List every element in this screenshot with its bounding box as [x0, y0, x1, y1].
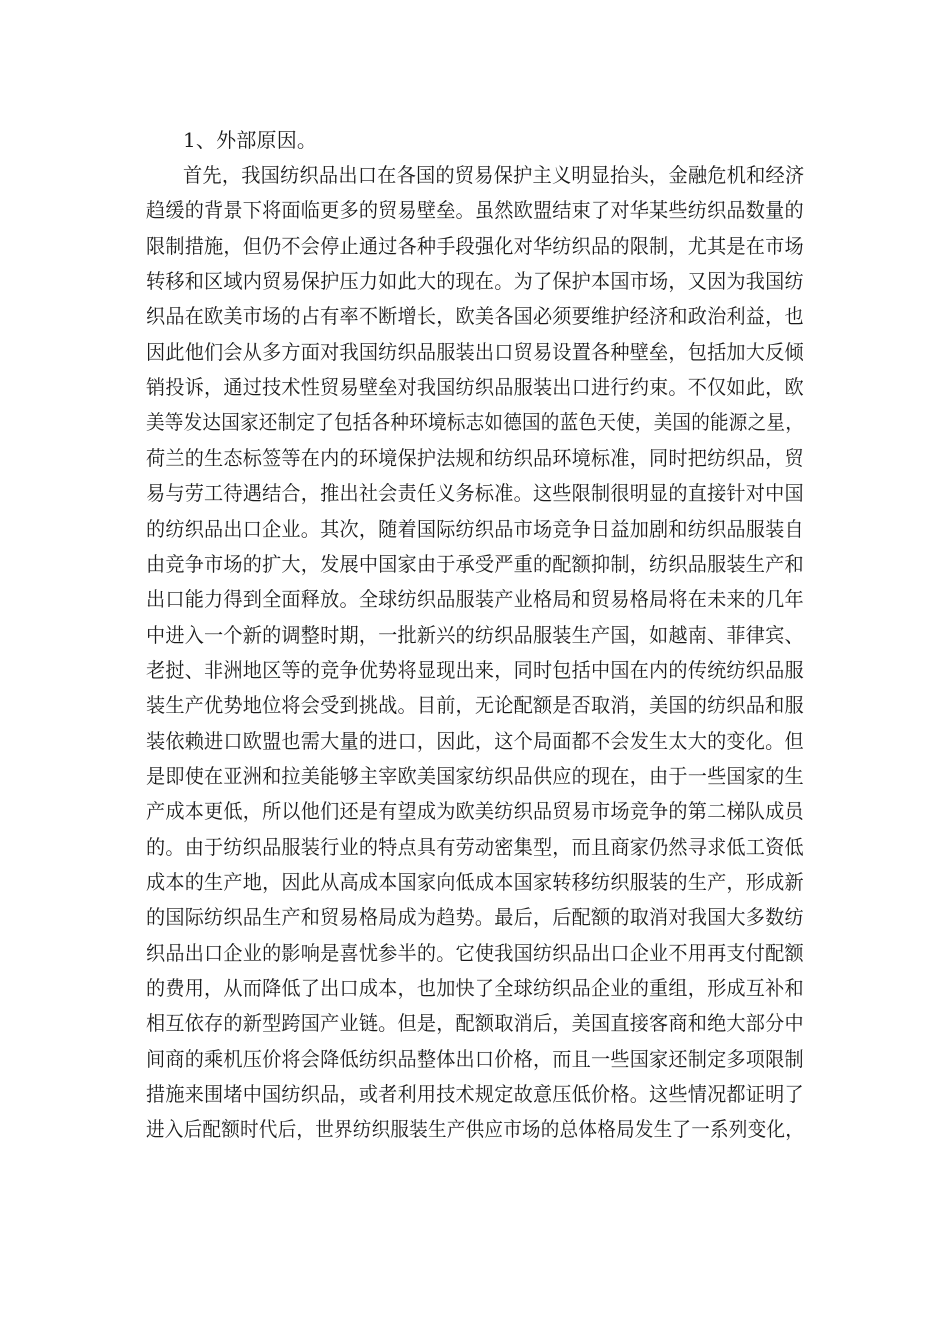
- paragraph-line: 的国际纺织品生产和贸易格局成为趋势。最后，后配额的取消对我国大多数纺: [146, 905, 804, 929]
- paragraph-line: 成本的生产地，因此从高成本国家向低成本国家转移纺织服装的生产，形成新: [146, 870, 804, 894]
- paragraph-line: 老挝、非洲地区等的竞争优势将显现出来，同时包括中国在内的传统纺织品服: [146, 658, 804, 682]
- paragraph-line: 的费用，从而降低了出口成本，也加快了全球纺织品企业的重组，形成互补和: [146, 976, 804, 1000]
- paragraph-line: 进入后配额时代后，世界纺织服装生产供应市场的总体格局发生了一系列变化，: [146, 1117, 805, 1141]
- paragraph-line: 转移和区域内贸易保护压力如此大的现在。为了保护本国市场，又因为我国纺: [146, 269, 804, 293]
- section-heading: 1、外部原因。: [183, 128, 318, 152]
- paragraph-line: 的纺织品出口企业。其次，随着国际纺织品市场竞争日益加剧和纺织品服装自: [146, 517, 804, 541]
- paragraph-line: 因此他们会从多方面对我国纺织品服装出口贸易设置各种壁垒，包括加大反倾: [146, 340, 804, 364]
- paragraph-line: 趋缓的背景下将面临更多的贸易壁垒。虽然欧盟结束了对华某些纺织品数量的: [146, 198, 804, 222]
- paragraph-line: 荷兰的生态标签等在内的环境保护法规和纺织品环境标准，同时把纺织品，贸: [146, 446, 804, 470]
- paragraph-line: 中进入一个新的调整时期，一批新兴的纺织品服装生产国，如越南、菲律宾、: [146, 623, 804, 647]
- paragraph-line: 织品在欧美市场的占有率不断增长，欧美各国必须要维护经济和政治利益，也: [146, 304, 804, 328]
- paragraph-line: 装依赖进口欧盟也需大量的进口，因此，这个局面都不会发生太大的变化。但: [146, 729, 804, 753]
- paragraph-line: 限制措施，但仍不会停止通过各种手段强化对华纺织品的限制，尤其是在市场: [146, 234, 804, 258]
- paragraph-line: 织品出口企业的影响是喜忧参半的。它使我国纺织品出口企业不用再支付配额: [146, 941, 804, 965]
- paragraph-line: 出口能力得到全面释放。全球纺织品服装产业格局和贸易格局将在未来的几年: [146, 587, 804, 611]
- paragraph-line: 首先，我国纺织品出口在各国的贸易保护主义明显抬头，金融危机和经济: [183, 163, 805, 187]
- paragraph-line: 产成本更低，所以他们还是有望成为欧美纺织品贸易市场竞争的第二梯队成员: [146, 799, 804, 823]
- paragraph-line: 是即使在亚洲和拉美能够主宰欧美国家纺织品供应的现在，由于一些国家的生: [146, 764, 804, 788]
- paragraph-line: 销投诉，通过技术性贸易壁垒对我国纺织品服装出口进行约束。不仅如此，欧: [146, 375, 804, 399]
- paragraph-line: 易与劳工待遇结合，推出社会责任义务标准。这些限制很明显的直接针对中国: [146, 481, 804, 505]
- paragraph-line: 措施来围堵中国纺织品，或者利用技术规定故意压低价格。这些情况都证明了: [146, 1082, 804, 1106]
- paragraph-line: 间商的乘机压价将会降低纺织品整体出口价格，而且一些国家还制定多项限制: [146, 1047, 804, 1071]
- paragraph-line: 的。由于纺织品服装行业的特点具有劳动密集型，而且商家仍然寻求低工资低: [146, 835, 804, 859]
- paragraph-line: 装生产优势地位将会受到挑战。目前，无论配额是否取消，美国的纺织品和服: [146, 693, 804, 717]
- paragraph-line: 美等发达国家还制定了包括各种环境标志如德国的蓝色天使，美国的能源之星，: [146, 410, 805, 434]
- paragraph-line: 相互依存的新型跨国产业链。但是，配额取消后，美国直接客商和绝大部分中: [146, 1011, 804, 1035]
- paragraph-line: 由竞争市场的扩大，发展中国家由于承受严重的配额抑制，纺织品服装生产和: [146, 552, 804, 576]
